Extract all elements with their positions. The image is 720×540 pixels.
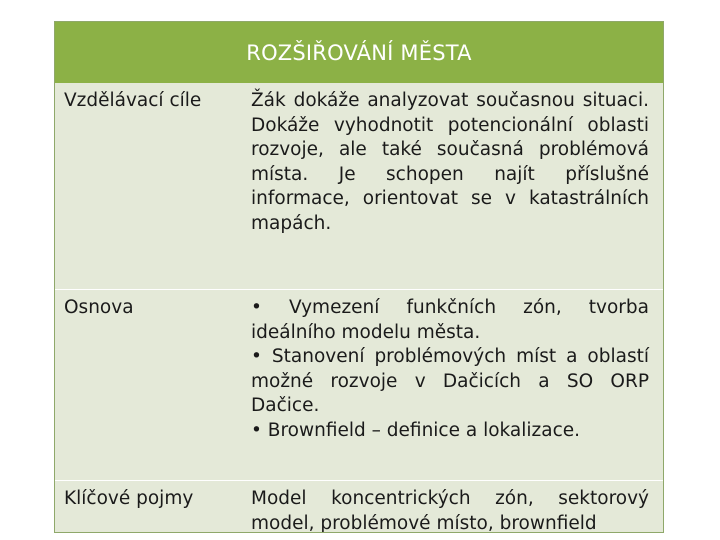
key-terms-text: Model koncentrických zón, sektorový model, problémové místo, brownfield <box>251 488 649 533</box>
outline-bullet: • Brownfield – definice a lokalizace. <box>251 419 581 441</box>
table-header <box>55 22 663 83</box>
row-content-educational-goals <box>245 83 663 289</box>
row-label-key-terms: Klíčové pojmy <box>64 488 194 509</box>
row-content-key-terms <box>245 481 663 532</box>
outline-bullet: • Vymezení funkčních zón, tvorba ideálního modelu města. <box>251 297 649 343</box>
lesson-table <box>54 21 664 533</box>
table-title: ROZŠIŘOVÁNÍ MĚSTA <box>246 40 472 65</box>
educational-goals-text: Žák dokáže analyzovat současnou situaci. Dokáže vyhodnotit potencionální oblasti rozvoje, ale také současná problémová místa. Je schopen najít příslušné informace, orientovat se v katastrálních mapách. <box>251 90 649 234</box>
row-content-outline <box>245 290 663 480</box>
table-row <box>55 480 663 532</box>
row-label-educational-goals: Vzdělávací cíle <box>64 90 202 111</box>
table-row <box>55 83 663 289</box>
outline-bullet: • Stanovení problémových míst a oblastí možné rozvoje v Dačicích a SO ORP Dačice. <box>251 346 649 416</box>
table-row <box>55 289 663 480</box>
row-label-outline: Osnova <box>64 297 134 318</box>
